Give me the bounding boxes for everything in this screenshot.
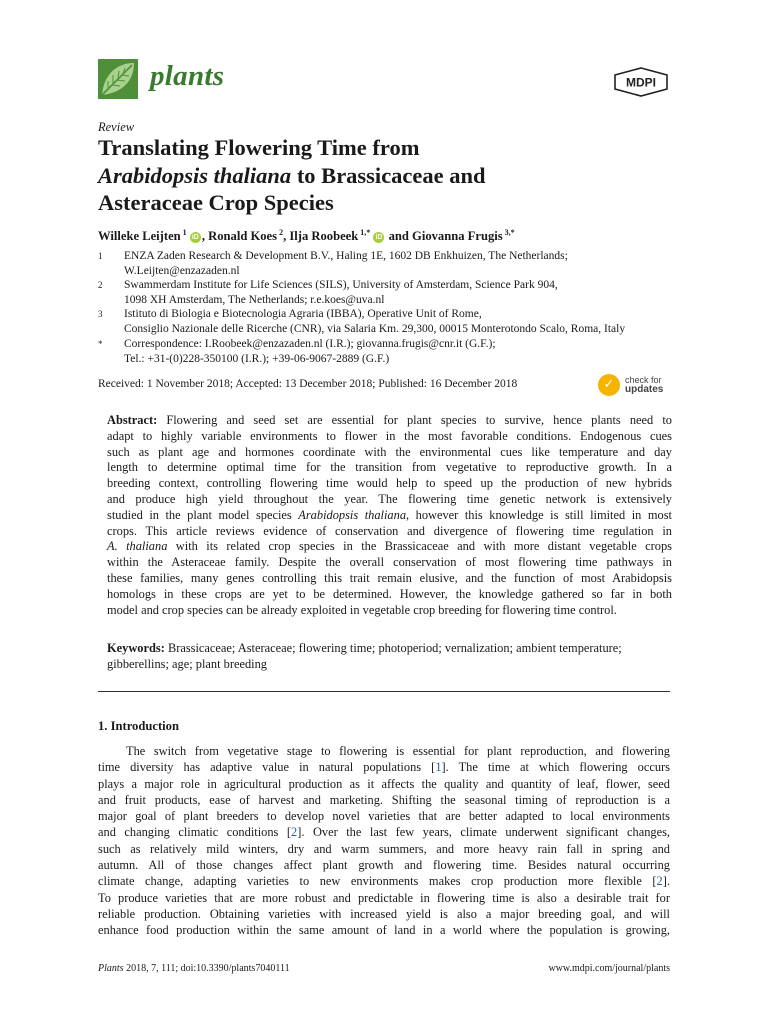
abstract-line: length to determine optimal time for the transition from vegetative to reproductive growth. In a xyxy=(107,460,672,475)
keywords-line: Keywords: Brassicaceae; Asteraceae; flowering time; photoperiod; vernalization; ambient temperature; xyxy=(107,641,622,655)
paragraph-line: The switch from vegetative stage to flowering is essential for plant reproduction, and flowering xyxy=(126,744,670,758)
check-updates-line2: updates xyxy=(625,384,664,395)
mdpi-logo-text: MDPI xyxy=(626,75,656,90)
section-heading: 1. Introduction xyxy=(98,719,179,733)
affiliation-line: Tel.: +31-(0)228-350100 (I.R.); +39-06-9067-2889 (G.F.) xyxy=(124,353,390,365)
affiliation-line: Swammerdam Institute for Life Sciences (SILS), University of Amsterdam, Science Park 904, xyxy=(124,279,558,291)
author-affiliation-mark: 3,* xyxy=(502,228,515,237)
abstract-line: breeding context, controlling flowering time would help to speed up the production of new hybrids xyxy=(107,476,672,491)
affiliation-mark: * xyxy=(98,339,103,349)
title-line: Asteraceae Crop Species xyxy=(98,190,334,215)
paragraph-line: autumn. All of those changes affect plant growth and flowering time. Besides natural occurring xyxy=(98,858,670,873)
abstract-line: these families, many genes controlling this trait remain elusive, and the function of most Arabidopsis xyxy=(107,570,672,585)
affiliation-text xyxy=(124,307,684,337)
orcid-icon[interactable]: iD xyxy=(191,234,199,242)
article-type: Review xyxy=(98,120,135,134)
affiliation-line: Consiglio Nazionale delle Ricerche (CNR), via Salaria Km. 29,300, 00015 Monterotondo Scalo, Roma, Italy xyxy=(124,323,626,335)
paragraph-line: reliable production. Obtaining varieties with increased yield is also a major breeding goal, and will xyxy=(98,906,670,921)
affiliation-mark: 1 xyxy=(98,251,103,261)
abstract-line: studied in the plant model species Arabidopsis thaliana, however this knowledge is still limited in most xyxy=(107,507,672,522)
article-title xyxy=(98,134,658,217)
section-divider xyxy=(98,691,670,692)
paragraph-line: enhance food production within the same amount of land in a world where the population is growing, xyxy=(98,923,670,938)
paragraph-line: and fruit products, ease of harvest and marketing. Shifting the seasonal timing of reproduction is a xyxy=(98,792,670,807)
author-name[interactable]: Giovanna Frugis xyxy=(412,229,503,244)
keywords-label: Keywords: xyxy=(107,641,165,655)
affiliation-line: ENZA Zaden Research & Development B.V., Haling 1E, 1602 DB Enkhuizen, The Netherlands; xyxy=(124,250,568,262)
abstract-line: and produce high yield throughout the year. The flowering time genetic network is extensively xyxy=(107,491,672,506)
title-line xyxy=(98,162,658,190)
citation-link[interactable]: 1 xyxy=(435,760,442,775)
keywords-line: gibberellins; age; plant breeding xyxy=(107,656,267,671)
paragraph-line: To produce varieties that are more robust and predictable in flowering time is also a desirable trait for xyxy=(98,890,670,905)
footer-citation-rest: 2018, 7, 111; doi:10.3390/plants7040111 xyxy=(123,963,290,974)
abstract xyxy=(107,413,672,618)
species-name: A. thaliana xyxy=(107,539,168,554)
author-affiliation-mark: 1,* xyxy=(358,228,371,237)
keywords xyxy=(107,641,672,673)
affiliation-line: 1098 XH Amsterdam, The Netherlands; r.e.koes@uva.nl xyxy=(124,294,385,306)
paragraph-line: climate change, adapting varieties to new environments makes crop production more flexible [2]. xyxy=(98,874,670,889)
title-italic: Arabidopsis thaliana xyxy=(98,162,292,188)
author-separator: , xyxy=(201,229,209,244)
title-line2-rest: to Brassicaceae and xyxy=(291,162,486,188)
abstract-line: model and crop species can be already exploited in vegetable crop breeding for flowering time control. xyxy=(107,602,617,617)
affiliation-mark: 3 xyxy=(98,309,103,319)
journal-name: plants xyxy=(150,60,225,92)
affiliation-text xyxy=(124,249,684,279)
author-list xyxy=(98,228,515,244)
author-name[interactable]: Ronald Koes xyxy=(208,229,278,244)
abstract-line: A. thaliana with its related crop species in the Brassicaceae and with more distant vegetable crops xyxy=(107,539,672,554)
citation-link[interactable]: 2 xyxy=(656,874,663,889)
check-updates-icon: ✓ xyxy=(598,374,620,396)
paragraph-line: plays a major role in agricultural production as it affects the quality and quantity of leaf, flower, seed xyxy=(98,776,670,791)
check-updates-line1: check for xyxy=(625,375,662,385)
author-name[interactable]: Ilja Roobeek xyxy=(289,229,359,244)
abstract-line: within the Asteraceae family. Despite the overall conservation of most flowering time pathways in xyxy=(107,555,672,570)
footer-url[interactable]: www.mdpi.com/journal/plants xyxy=(548,963,670,974)
abstract-line: Abstract: Flowering and seed set are essential for plant species to survive, hence plants need to xyxy=(107,413,672,427)
author-separator: , xyxy=(283,229,290,244)
paragraph-line: major goal of plant breeders to develop novel varieties that are better adapted to local environments xyxy=(98,809,670,824)
paragraph-line: and changing climatic conditions [2]. Over the last few years, climate underwent significant changes, xyxy=(98,825,670,840)
publication-dates: Received: 1 November 2018; Accepted: 13 December 2018; Published: 16 December 2018 xyxy=(98,378,518,390)
affiliation-text xyxy=(124,337,684,367)
paragraph-line: time diversity has adaptive value in natural populations [1]. The time at which flowering occurs xyxy=(98,760,670,775)
author-affiliation-mark: 1 xyxy=(180,228,187,237)
footer-journal: Plants xyxy=(98,963,124,974)
affiliation-text xyxy=(124,278,684,308)
mdpi-logo xyxy=(612,67,670,97)
author-separator: and xyxy=(385,229,413,244)
footer-citation xyxy=(98,963,290,974)
paragraph-line: such as relatively mild winters, dry and warm summers, and more heavy rain fall in spring and xyxy=(98,841,670,856)
affiliation-mark: 2 xyxy=(98,280,103,290)
abstract-line: crops. This article reviews evidence of conservation and divergence of flowering time regulation in xyxy=(107,523,672,538)
author-affiliation-mark: 2 xyxy=(277,228,284,237)
abstract-line: homologs in these crops are yet to be determined. However, the knowledge gathered so far in both xyxy=(107,586,672,601)
citation-link[interactable]: 2 xyxy=(291,825,298,840)
check-for-updates-button[interactable] xyxy=(598,372,672,402)
affiliation-line: Correspondence: I.Roobeek@enzazaden.nl (I.R.); giovanna.frugis@cnr.it (G.F.); xyxy=(124,338,496,350)
author-name[interactable]: Willeke Leijten xyxy=(98,229,181,244)
affiliation-line: W.Leijten@enzazaden.nl xyxy=(124,265,240,277)
affiliation-line: Istituto di Biologia e Biotecnologia Agraria (IBBA), Operative Unit of Rome, xyxy=(124,308,482,320)
abstract-line: adapt to highly variable environments to flower in the most favorable conditions. Endogenous cues xyxy=(107,428,672,443)
leaf-icon xyxy=(98,59,138,99)
species-name: Arabidopsis thaliana xyxy=(298,507,407,522)
orcid-icon[interactable]: iD xyxy=(375,234,383,242)
title-line: Translating Flowering Time from xyxy=(98,135,420,160)
abstract-line: such as plant age and hormones coordinate with the environmental cues like temperature and day xyxy=(107,444,672,459)
abstract-label: Abstract: xyxy=(107,413,158,427)
introduction-text xyxy=(98,743,670,939)
